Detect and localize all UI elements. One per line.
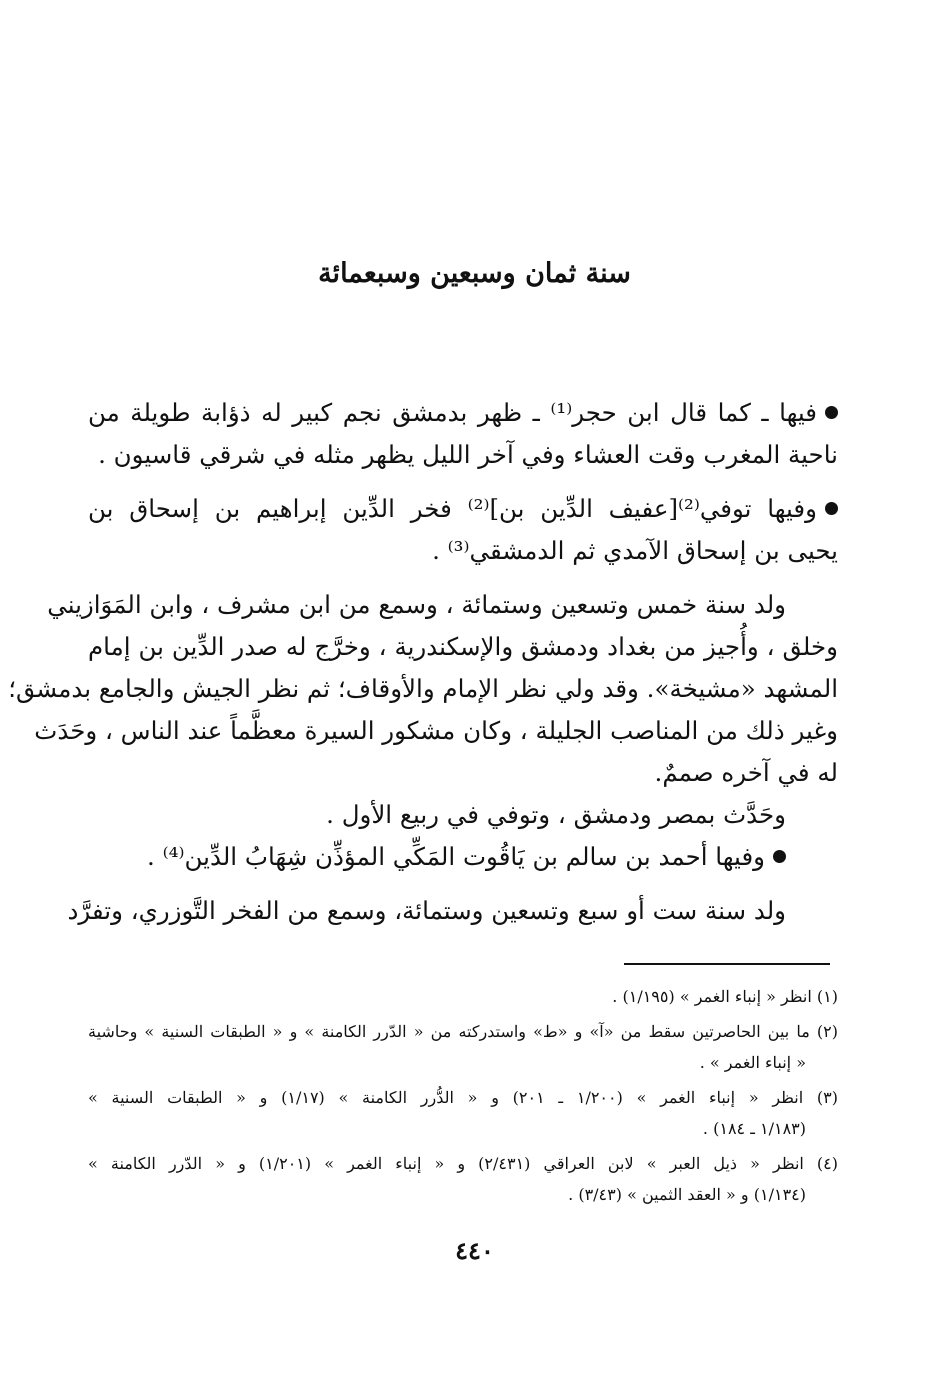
- paragraph-3: [8, 584, 838, 794]
- paragraph-6: [67, 890, 838, 932]
- footnote-2-line-2: « إنباء الغمر » .: [699, 1053, 806, 1072]
- footnote-4-line-2: (١/١٣٤) و « العقد الثمين » (٣/٤٣) .: [568, 1185, 806, 1204]
- paragraph-1-line-2: ناحية المغرب وقت العشاء وفي آخر الليل يظهر مثله في شرقي قاسيون .: [98, 440, 838, 469]
- footnotes: [88, 981, 838, 1214]
- footnote-2: [88, 1016, 838, 1078]
- paragraph-1: [88, 392, 838, 476]
- footnote-4-line-1: (٤) انظر « ذيل العبر » لابن العراقي (٢/٤٣١) و « إنباء الغمر » (١/٢٠١) و « الدّرر الكامنة »: [88, 1154, 839, 1173]
- paragraph-2-line-1: وفيها توفي⁽²⁾[عفيف الدِّين بن]⁽²⁾ فخر الدِّين إبراهيم بن إسحاق بن: [88, 488, 838, 530]
- footnote-separator: [624, 963, 830, 965]
- paragraph-6-line-1: ولد سنة ست أو سبع وتسعين وستمائة، وسمع من الفخر التَّوزري، وتفرَّد: [67, 896, 786, 925]
- paragraph-5-line-1: وفيها أحمد بن سالم بن يَاقُوت المَكِّي المؤذِّن شِهَابُ الدِّين⁽⁴⁾ .: [88, 836, 838, 878]
- paragraph-5: [88, 836, 838, 878]
- footnote-3: [88, 1082, 838, 1144]
- paragraph-3-line-5: له في آخره صممٌ.: [654, 758, 838, 787]
- page-title: سنة ثمان وسبعين وسبعمائة: [318, 258, 631, 289]
- paragraph-3-line-1: ولد سنة خمس وتسعين وستمائة ، وسمع من ابن مشرف ، وابن المَوَازيني: [47, 590, 786, 619]
- paragraph-2-line-2: يحيى بن إسحاق الآمدي ثم الدمشقي⁽³⁾ .: [432, 536, 838, 565]
- footnote-1-line-1: (١) انظر « إنباء الغمر » (١/١٩٥) .: [612, 987, 838, 1006]
- footnote-2-line-1: (٢) ما بين الحاصرتين سقط من «آ» و «ط» واستدركته من « الدّرر الكامنة » و « الطبقات السنية » وحاشية: [88, 1022, 838, 1041]
- paragraph-3-line-3: المشهد «مشيخة». وقد ولي نظر الإمام والأوقاف؛ ثم نظر الجيش والجامع بدمشق؛: [8, 674, 838, 703]
- footnote-3-line-1: (٣) انظر « إنباء الغمر » (١/٢٠٠ ـ ٢٠١) و « الدُّرر الكامنة » (١/١٧) و « الطبقات السنية »: [88, 1088, 839, 1107]
- bullet-icon: [825, 502, 838, 515]
- bullet-icon: [825, 406, 838, 419]
- main-text: [8, 392, 838, 932]
- footnote-3-line-2: (١/١٨٣ ـ ١٨٤) .: [702, 1119, 806, 1138]
- paragraph-4-line-1: وحَدَّث بمصر ودمشق ، وتوفي في ربيع الأول .: [326, 800, 786, 829]
- paragraph-1-line-1: فيها ـ كما قال ابن حجر⁽¹⁾ ـ ظهر بدمشق نجم كبير له ذؤابة طويلة من: [88, 392, 838, 434]
- paragraph-4: [88, 794, 838, 836]
- footnote-4: [88, 1148, 838, 1210]
- paragraph-3-line-4: وغير ذلك من المناصب الجليلة ، وكان مشكور السيرة معظَّماً عند الناس ، وحَدَث: [34, 716, 838, 745]
- paragraph-2: [88, 488, 838, 572]
- footnote-1: [88, 981, 838, 1012]
- paragraph-3-line-2: وخلق ، وأُجيز من بغداد ودمشق والإسكندرية ، وخرَّج له صدر الدِّين بن إمام: [88, 632, 838, 661]
- bullet-icon: [773, 850, 786, 863]
- page-number: ٤٤٠: [455, 1236, 494, 1265]
